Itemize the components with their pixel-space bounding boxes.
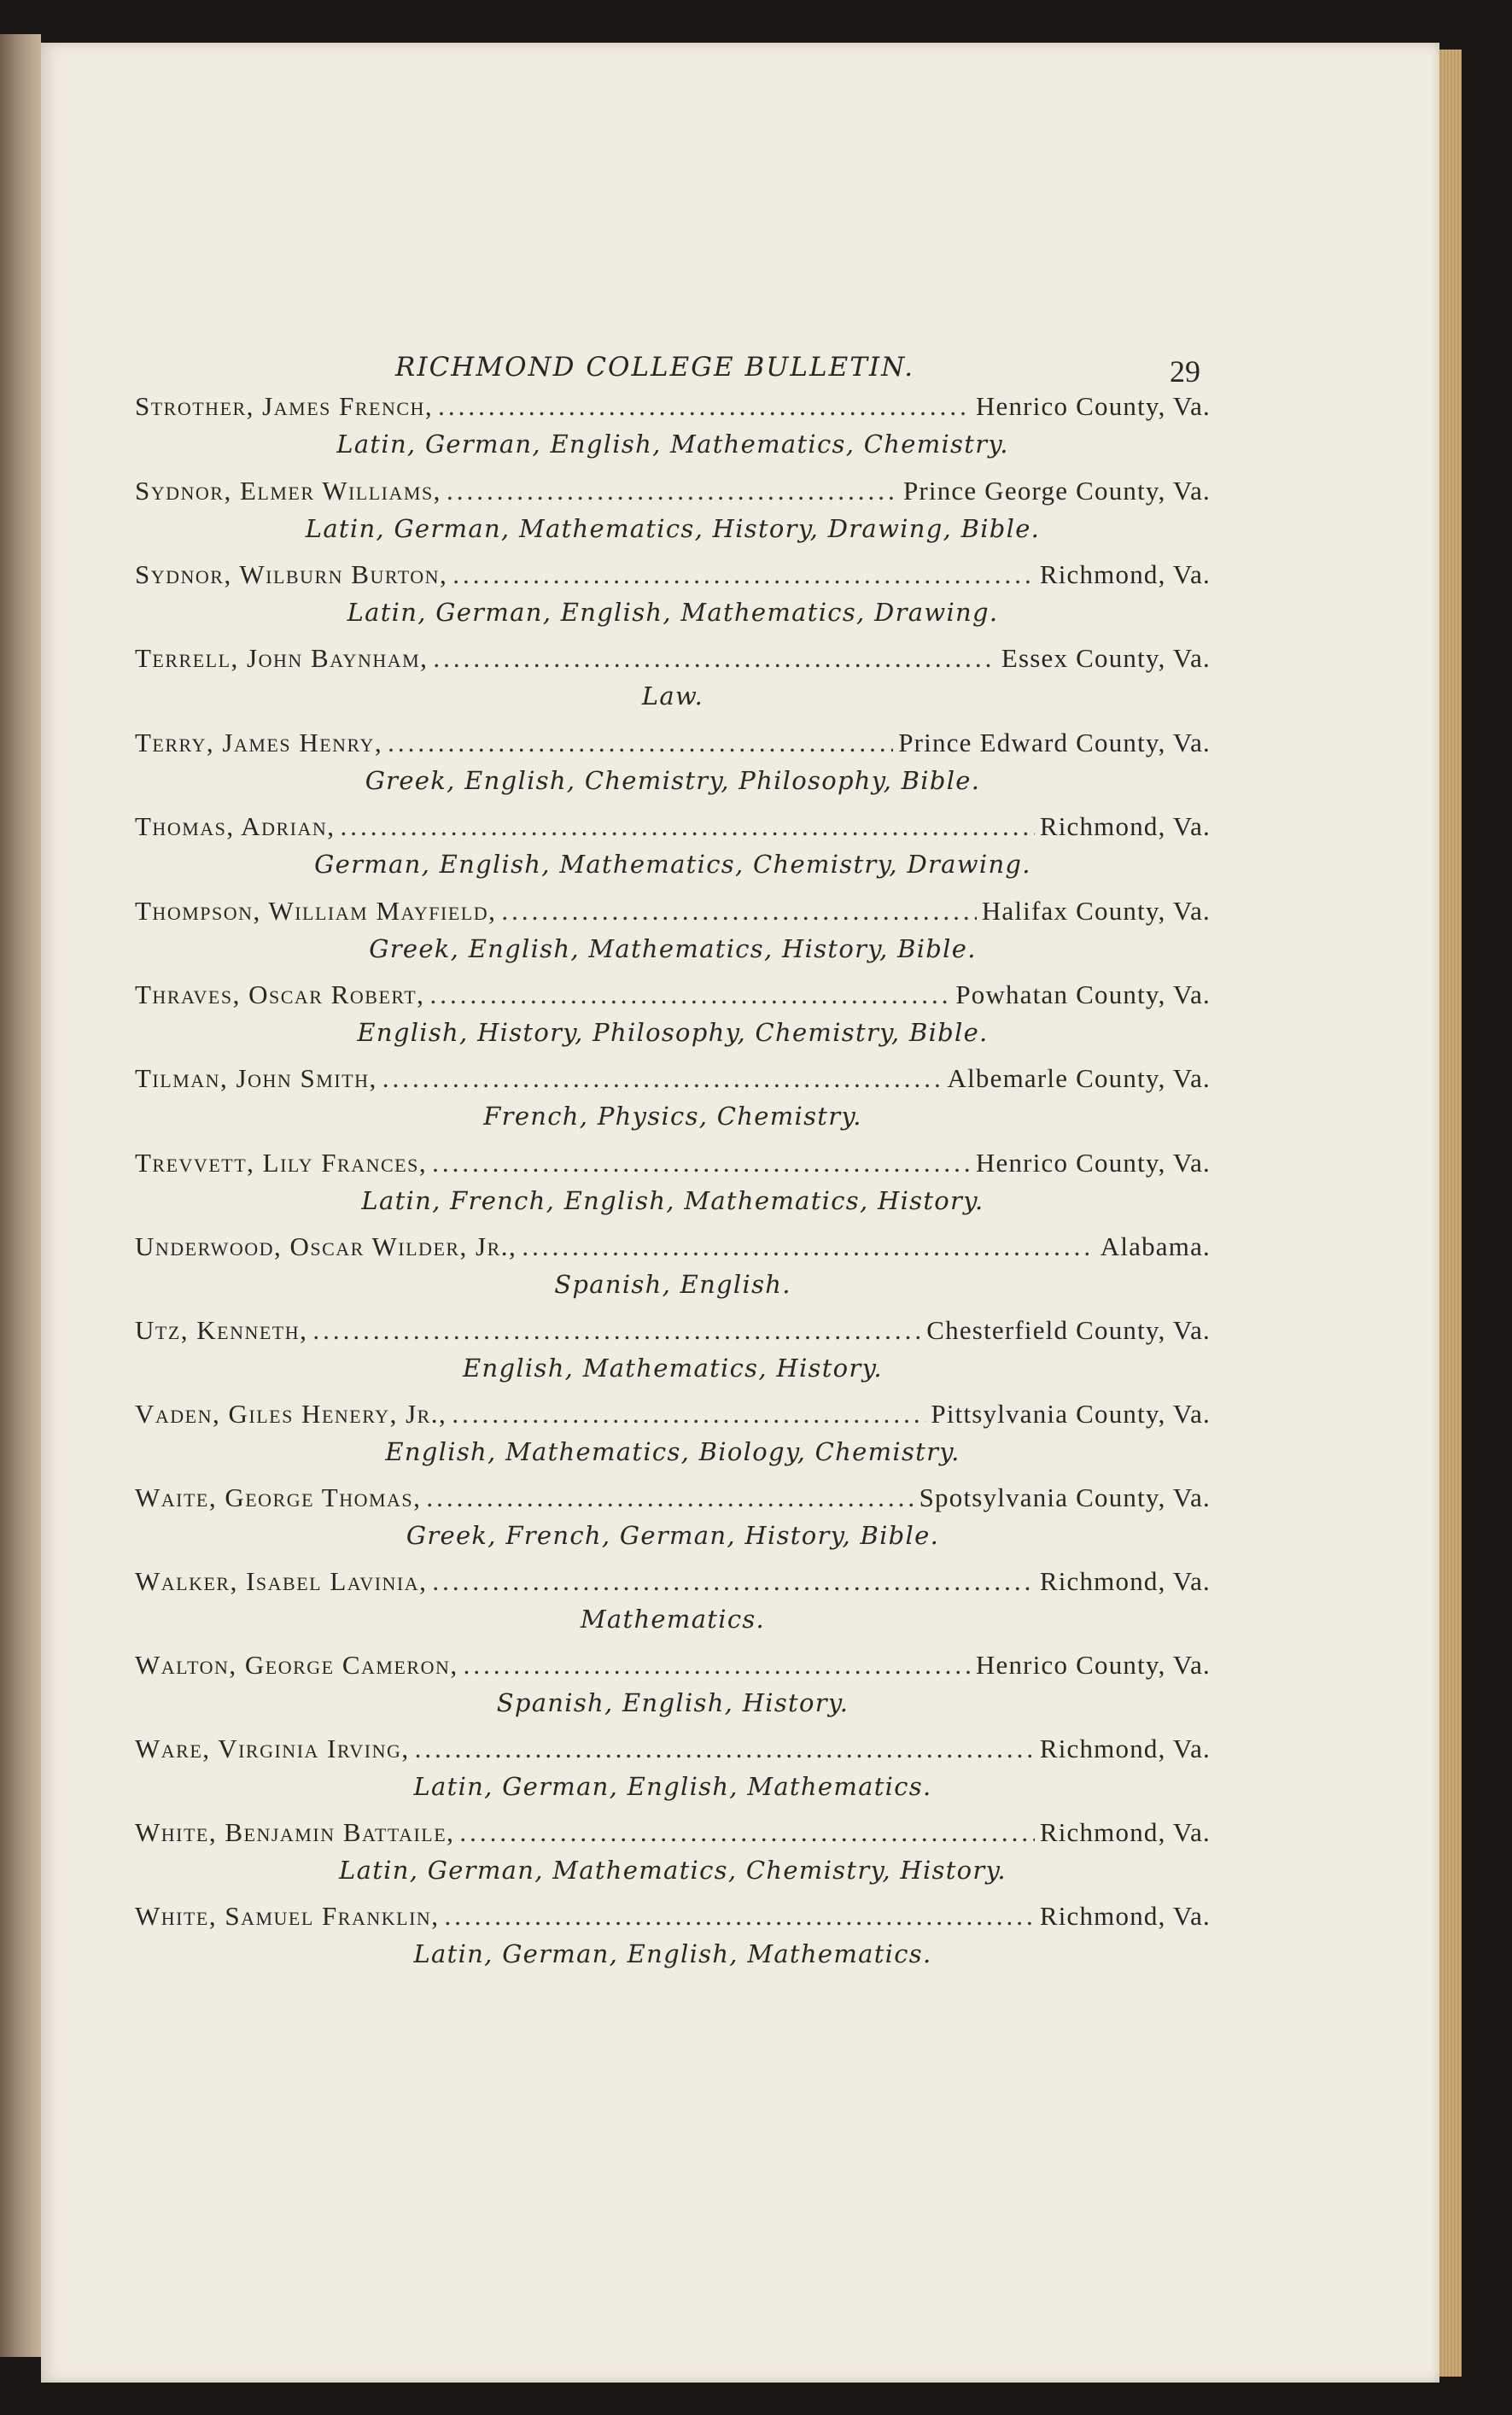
entry-line (135, 391, 1211, 422)
entry-line (135, 1399, 1211, 1430)
student-name: Sydnor, Elmer Williams, (135, 476, 441, 506)
list-item (135, 559, 1211, 641)
student-subjects: Latin, German, English, Mathematics, Chemistry. (336, 430, 1009, 459)
student-subjects: Latin, German, English, Mathematics. (413, 1939, 932, 1968)
entry-line (135, 979, 1211, 1010)
student-subjects: German, English, Mathematics, Chemistry, Drawing. (314, 850, 1031, 879)
page-number: 29 (1170, 354, 1200, 389)
list-item (135, 1148, 1211, 1230)
dot-leader (382, 1063, 943, 1094)
entry-line (135, 1734, 1211, 1764)
student-subjects: English, Mathematics, History. (463, 1354, 883, 1383)
dot-leader (447, 476, 898, 506)
list-item (135, 728, 1211, 810)
dot-leader (429, 979, 950, 1010)
student-name: Strother, James French, (135, 391, 434, 421)
entry-line (135, 1315, 1211, 1346)
student-subjects: Latin, German, Mathematics, Chemistry, History. (339, 1856, 1007, 1885)
facing-page-edge (0, 34, 41, 2357)
student-subjects: Latin, German, English, Mathematics, Drawing. (347, 598, 999, 627)
list-item (135, 1399, 1211, 1481)
list-item (135, 476, 1211, 558)
student-residence: Spotsylvania County, Va. (919, 1482, 1211, 1512)
student-name: Trevvett, Lily Frances, (135, 1148, 428, 1178)
list-item (135, 1734, 1211, 1816)
entry-line (135, 476, 1211, 506)
dot-leader (312, 1315, 921, 1346)
dot-leader (415, 1734, 1035, 1764)
student-residence: Prince George County, Va. (902, 476, 1211, 506)
dot-leader (452, 559, 1035, 590)
entry-line (135, 1148, 1211, 1178)
page-fore-edge (1439, 50, 1462, 2377)
list-item (135, 979, 1211, 1061)
entry-line (135, 1817, 1211, 1848)
student-residence: Henrico County, Va. (975, 391, 1211, 421)
student-residence: Richmond, Va. (1039, 1901, 1211, 1931)
entry-line (135, 1650, 1211, 1681)
student-subjects: Latin, German, Mathematics, History, Drawing, Bible. (305, 514, 1041, 543)
student-name: Utz, Kenneth, (135, 1315, 308, 1345)
student-residence: Henrico County, Va. (975, 1148, 1211, 1178)
dot-leader (432, 1566, 1034, 1597)
student-residence: Powhatan County, Va. (955, 979, 1211, 1009)
dot-leader (432, 1148, 971, 1178)
dot-leader (459, 1817, 1034, 1848)
student-name: Waite, George Thomas, (135, 1482, 422, 1512)
student-name: White, Samuel Franklin, (135, 1901, 440, 1931)
dot-leader (433, 643, 995, 674)
list-item (135, 811, 1211, 893)
list-item (135, 1817, 1211, 1899)
student-residence: Albemarle County, Va. (947, 1063, 1211, 1093)
student-residence: Prince Edward County, Va. (898, 728, 1211, 757)
student-subjects: Greek, French, German, History, Bible. (406, 1521, 940, 1550)
student-name: Walton, George Cameron, (135, 1650, 458, 1680)
student-name: Thomas, Adrian, (135, 811, 336, 841)
student-residence: Richmond, Va. (1039, 1817, 1211, 1847)
dot-leader (452, 1399, 925, 1430)
student-subjects: English, History, Philosophy, Chemistry, Bible. (357, 1018, 989, 1047)
entry-line (135, 728, 1211, 758)
dot-leader (445, 1901, 1035, 1932)
student-name: Sydnor, Wilburn Burton, (135, 559, 448, 589)
student-subjects: English, Mathematics, Biology, Chemistry. (385, 1437, 960, 1466)
student-residence: Richmond, Va. (1039, 1734, 1211, 1763)
dot-leader (426, 1482, 914, 1513)
entry-line (135, 1063, 1211, 1094)
student-subjects: Latin, German, English, Mathematics. (413, 1772, 932, 1801)
dot-leader (501, 896, 976, 927)
list-item (135, 1901, 1211, 1983)
student-subjects: Latin, French, English, Mathematics, History. (361, 1186, 984, 1215)
list-item (135, 1482, 1211, 1564)
student-subjects: Spanish, English. (554, 1270, 791, 1299)
dot-leader (464, 1650, 971, 1681)
student-subjects: Spanish, English, History. (496, 1688, 849, 1717)
entry-line (135, 811, 1211, 842)
student-name: Terry, James Henry, (135, 728, 383, 757)
list-item (135, 643, 1211, 725)
entry-line (135, 896, 1211, 927)
list-item (135, 1231, 1211, 1313)
student-subjects: Greek, English, Mathematics, History, Bible. (369, 934, 977, 963)
entry-line (135, 1482, 1211, 1513)
student-subjects: French, Physics, Chemistry. (483, 1102, 862, 1131)
entry-line (135, 559, 1211, 590)
student-residence: Richmond, Va. (1039, 811, 1211, 841)
student-residence: Richmond, Va. (1039, 559, 1211, 589)
entry-line (135, 1231, 1211, 1262)
student-name: Vaden, Giles Henery, Jr., (135, 1399, 447, 1429)
list-item (135, 1566, 1211, 1648)
list-item (135, 1063, 1211, 1145)
student-residence: Pittsylvania County, Va. (931, 1399, 1211, 1429)
student-residence: Henrico County, Va. (975, 1650, 1211, 1680)
dot-leader (388, 728, 893, 758)
student-residence: Alabama. (1100, 1231, 1211, 1261)
dot-leader (522, 1231, 1095, 1262)
running-head: RICHMOND COLLEGE BULLETIN. (395, 352, 915, 383)
student-name: Thompson, William Mayfield, (135, 896, 497, 926)
student-residence: Richmond, Va. (1039, 1566, 1211, 1596)
entry-line (135, 1901, 1211, 1932)
student-name: Terrell, John Baynham, (135, 643, 429, 673)
student-name: White, Benjamin Battaile, (135, 1817, 455, 1847)
list-item (135, 1315, 1211, 1397)
list-item (135, 1650, 1211, 1732)
student-residence: Chesterfield County, Va. (926, 1315, 1211, 1345)
book-page (41, 43, 1439, 2383)
entry-line (135, 643, 1211, 674)
list-item (135, 391, 1211, 473)
list-item (135, 896, 1211, 978)
dot-leader (341, 811, 1035, 842)
student-name: Thraves, Oscar Robert, (135, 979, 425, 1009)
student-subjects: Mathematics. (580, 1605, 766, 1634)
entry-line (135, 1566, 1211, 1597)
student-name: Underwood, Oscar Wilder, Jr., (135, 1231, 517, 1261)
student-name: Tilman, John Smith, (135, 1063, 377, 1093)
student-name: Walker, Isabel Lavinia, (135, 1566, 428, 1596)
student-name: Ware, Virginia Irving, (135, 1734, 410, 1763)
dot-leader (438, 391, 971, 422)
student-residence: Essex County, Va. (1001, 643, 1211, 673)
student-subjects: Law. (641, 681, 704, 710)
student-subjects: Greek, English, Chemistry, Philosophy, Bible. (365, 766, 981, 795)
student-residence: Halifax County, Va. (981, 896, 1211, 926)
